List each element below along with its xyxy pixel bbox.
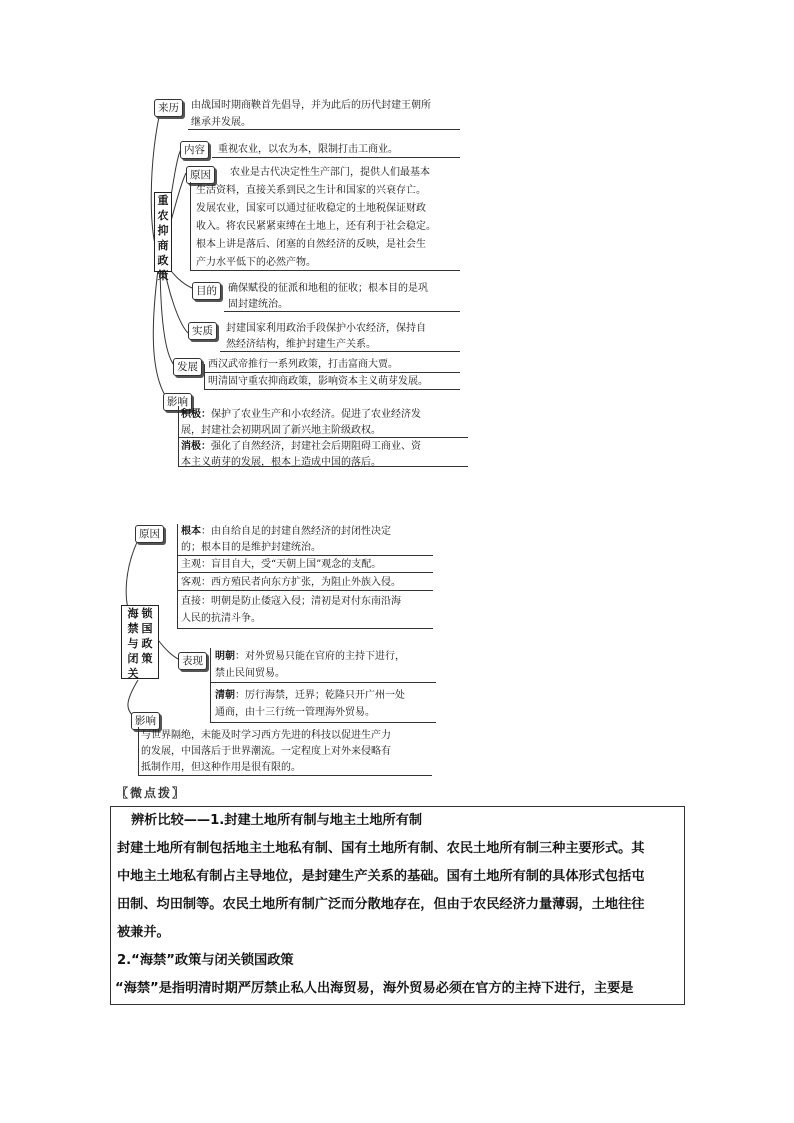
node2-manifestation: 表现 (178, 652, 207, 670)
bracket-line (204, 364, 205, 389)
node-content-line1: 重视农业，以农为本，限制打击工商业。 (218, 144, 398, 155)
reason-subjective-head: 主观 (181, 559, 201, 570)
text: 明朝是防止倭寇入侵；清初是对付东南沿海 (211, 596, 401, 607)
mindmap-2-root-col-left: 海禁与闭关 (127, 607, 139, 680)
node-essence-line2: 然经济结构，维护封建生产关系。 (226, 339, 376, 350)
positive-head: 积极 (181, 409, 201, 420)
bracket-line (190, 182, 191, 270)
effect-line2: 的发展，中国落后于世界潮流。一定程度上对外来侵略有 (141, 746, 391, 757)
node-origin-line1: 由战国时期商鞅首先倡导，并为此后的历代封建王朝所 (191, 100, 431, 111)
reason-objective-line1: 客观：西方殖民者向东方扩张，为阻止外族入侵。 (181, 577, 401, 588)
reason-root-head: 根本 (181, 526, 201, 537)
effect-line3: 抵制作用，但这种作用是很有限的。 (141, 762, 301, 773)
tip-heading-2: 2.“海禁”政策与闭关锁国政策 (117, 953, 294, 968)
show-qing-line2: 通商，由十三行统一管理海外贸易。 (215, 707, 375, 718)
node2-influence: 影响 (131, 712, 160, 730)
underline (177, 590, 433, 591)
underline (210, 682, 436, 683)
mindmap-1-root (154, 192, 172, 282)
node-purpose: 目的 (192, 282, 221, 300)
underline (138, 775, 432, 776)
node-development-line1: 西汉武帝推行一系列政策，打击富商大贾。 (208, 359, 398, 370)
node-influence-positive-line2: 展，封建社会初期巩固了新兴地主阶级政权。 (181, 425, 381, 436)
node-development: 发展 (173, 358, 202, 376)
tip-para-2-line1: “海禁”是指明清时期严厉禁止私人出海贸易，海外贸易必须在官方的主持下进行，主要是 (115, 981, 634, 996)
underline (210, 722, 436, 723)
node-content: 内容 (180, 141, 209, 159)
tip-para-1-line4: 被兼并。 (117, 925, 170, 940)
text: 强化了自然经济，封建社会后期阻碍工商业、资 (211, 441, 421, 452)
show-ming-line1: 明朝：对外贸易只能在官府的主持下进行， (215, 651, 405, 662)
effect-line1: 与世界隔绝，未能及时学习西方先进的科技以促进生产力 (141, 730, 391, 741)
underline (220, 351, 460, 352)
negative-head: 消极 (181, 441, 201, 452)
underline (224, 311, 460, 312)
show-ming-line2: 禁止民间贸易。 (215, 668, 285, 679)
node-origin-line2: 继承并发展。 (191, 117, 251, 128)
reason-root-line1: 根本：由自给自足的封建自然经济的封闭性决定 (181, 526, 391, 537)
bracket-line (177, 524, 178, 628)
node-influence: 影响 (163, 393, 192, 411)
underline (204, 389, 460, 390)
node-purpose-line1: 确保赋役的征派和地租的征收；根本目的是巩 (228, 283, 428, 294)
node-development-line2: 明清固守重农抑商政策，影响资本主义萌芽发展。 (208, 376, 428, 387)
underline (178, 466, 468, 467)
show-qing-line1: 清朝：厉行海禁，迁界；乾隆只开广州一处 (215, 690, 405, 701)
text: 西方殖民者向东方扩张，为阻止外族入侵。 (211, 577, 401, 588)
text: 保护了农业生产和小农经济。促进了农业经济发 (211, 409, 421, 420)
text: 盲目自大，受“天朝上国”观念的支配。 (211, 559, 382, 570)
tip-heading-1: 辨析比较——1.封建土地所有制与地主土地所有制 (131, 813, 423, 828)
node-reason-line5: 根本上讲是落后、闭塞的自然经济的反映，是社会生 (196, 239, 426, 250)
bracket-line (138, 727, 139, 775)
tip-title: 〖微点拨〗 (116, 786, 187, 800)
reason-direct-line1: 直接：明朝是防止倭寇入侵；清初是对付东南沿海 (181, 596, 401, 607)
node-essence-line1: 封建国家利用政治手段保护小农经济，保持自 (226, 323, 426, 334)
node-influence-negative-line1: 消极：强化了自然经济，封建社会后期阻碍工商业、资 (181, 441, 421, 452)
reason-objective-head: 客观 (181, 577, 201, 588)
node-origin: 来历 (154, 99, 183, 117)
node-reason-line4: 收入。将农民紧紧束缚在土地上，还有利于社会稳定。 (196, 221, 436, 232)
mindmap-2-root (121, 605, 159, 679)
show-ming-head: 明朝 (215, 651, 235, 662)
underline (190, 270, 460, 271)
text: 由自给自足的封建自然经济的封闭性决定 (211, 526, 391, 537)
bracket-line (178, 406, 179, 466)
show-qing-head: 清朝 (215, 690, 235, 701)
reason-direct-line2: 人民的抗清斗争。 (181, 613, 261, 624)
tip-para-1-line3: 田制、均田制等。农民土地所有制广泛而分散地存在，但由于农民经济力量薄弱，土地往往 (117, 897, 645, 912)
node-reason: 原因 (186, 166, 215, 184)
node-purpose-line2: 固封建统治。 (228, 299, 288, 310)
node-reason-line6: 产力水平低下的必然产物。 (196, 257, 316, 268)
reason-direct-head: 直接 (181, 596, 201, 607)
tip-box (110, 806, 685, 1005)
node-influence-positive-line1: 积极：保护了农业生产和小农经济。促进了农业经济发 (181, 409, 421, 420)
node-essence: 实质 (188, 322, 217, 340)
reason-root-line2: 的；根本目的是维护封建统治。 (181, 542, 321, 553)
node-reason-line2: 生活资料，直接关系到民之生计和国家的兴衰存亡。 (196, 185, 426, 196)
node-reason-line3: 发展农业，国家可以通过征收稳定的土地税保证财政 (196, 203, 426, 214)
node2-reason: 原因 (135, 525, 164, 543)
tip-para-1-line2: 中地主土地私有制占主导地位，是封建生产关系的基础。国有土地所有制的具体形式包括屯 (117, 869, 645, 884)
underline (177, 628, 433, 629)
reason-subjective-line1: 主观：盲目自大，受“天朝上国”观念的支配。 (181, 559, 382, 570)
node-influence-negative-line2: 本主义萌芽的发展，根本上造成中国的落后。 (181, 457, 381, 468)
node-reason-line1: 农业是古代决定性生产部门，提供人们最基本 (230, 167, 430, 178)
mindmap-1-root-label: 重农抑商政策 (157, 194, 169, 282)
mindmap-2-root-col-right: 锁国政策 (141, 607, 153, 665)
underline (177, 572, 433, 573)
underline (188, 129, 460, 130)
tip-para-1-line1: 封建土地所有制包括地主土地私有制、国有土地所有制、农民土地所有制三种主要形式。其 (117, 841, 645, 856)
text: 对外贸易只能在官府的主持下进行， (245, 651, 405, 662)
bracket-line (210, 648, 211, 722)
text: 厉行海禁，迁界；乾隆只开广州一处 (245, 690, 405, 701)
underline (212, 157, 460, 158)
